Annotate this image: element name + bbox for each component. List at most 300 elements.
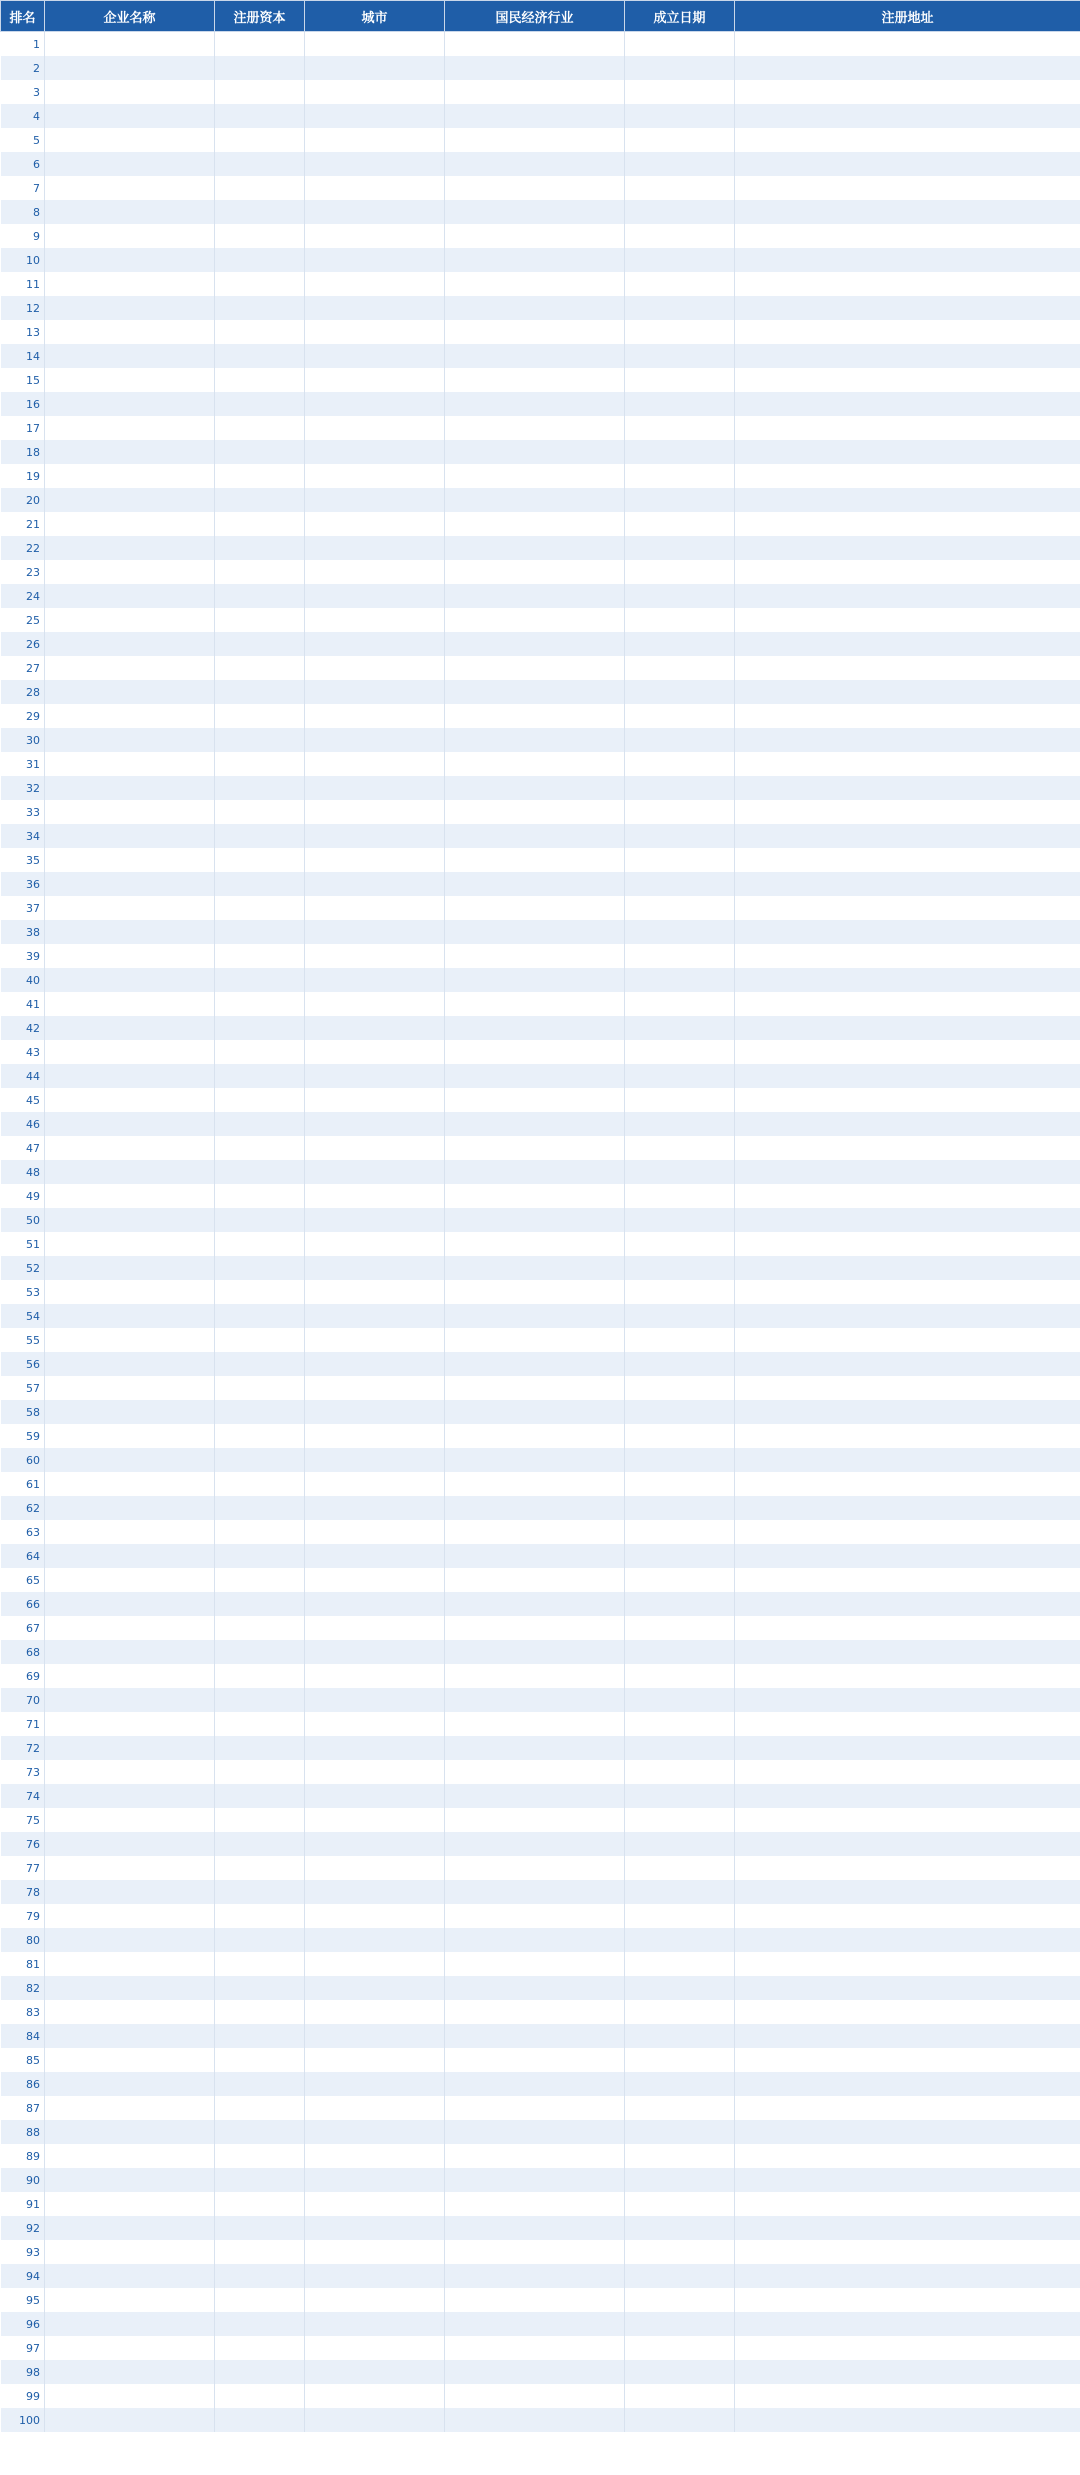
cell-industry [445,104,625,128]
cell-rank: 18 [1,440,45,464]
table-row [1,440,1080,464]
table-row [1,2216,1080,2240]
cell-registered-capital [215,1304,305,1328]
cell-registered-capital [215,1976,305,2000]
cell-founded-date [625,344,735,368]
cell-company-name [45,512,215,536]
cell-company-name [45,1808,215,1832]
cell-rank: 76 [1,1832,45,1856]
cell-industry [445,176,625,200]
cell-company-name [45,1520,215,1544]
cell-company-name [45,2312,215,2336]
table-row [1,1400,1080,1424]
cell-registered-address [735,368,1080,392]
cell-company-name [45,1376,215,1400]
cell-registered-address [735,32,1080,57]
cell-rank: 55 [1,1328,45,1352]
cell-industry [445,1304,625,1328]
cell-company-name [45,1136,215,1160]
cell-registered-address [735,224,1080,248]
cell-company-name [45,944,215,968]
cell-company-name [45,1040,215,1064]
cell-city [305,56,445,80]
cell-rank: 27 [1,656,45,680]
cell-rank: 19 [1,464,45,488]
cell-industry [445,1976,625,2000]
cell-founded-date [625,992,735,1016]
cell-industry [445,1400,625,1424]
cell-founded-date [625,1328,735,1352]
cell-founded-date [625,824,735,848]
cell-city [305,1376,445,1400]
cell-registered-address [735,1256,1080,1280]
cell-founded-date [625,440,735,464]
cell-industry [445,680,625,704]
cell-city [305,1976,445,2000]
cell-founded-date [625,560,735,584]
table-row [1,1352,1080,1376]
cell-founded-date [625,1160,735,1184]
cell-registered-address [735,1280,1080,1304]
cell-founded-date [625,584,735,608]
cell-registered-capital [215,2000,305,2024]
cell-registered-address [735,416,1080,440]
cell-registered-capital [215,416,305,440]
table-body [1,32,1080,2433]
cell-founded-date [625,1640,735,1664]
cell-registered-address [735,1208,1080,1232]
cell-registered-capital [215,488,305,512]
table-row [1,920,1080,944]
cell-industry [445,1952,625,1976]
cell-registered-address [735,1376,1080,1400]
cell-city [305,920,445,944]
cell-city [305,128,445,152]
table-row [1,512,1080,536]
cell-founded-date [625,368,735,392]
cell-industry [445,1328,625,1352]
cell-company-name [45,1304,215,1328]
cell-industry [445,2408,625,2432]
cell-registered-capital [215,1448,305,1472]
cell-registered-capital [215,1520,305,1544]
cell-company-name [45,992,215,1016]
cell-registered-capital [215,1808,305,1832]
cell-industry [445,608,625,632]
cell-industry [445,1640,625,1664]
table-row [1,1184,1080,1208]
cell-registered-capital [215,632,305,656]
cell-company-name [45,680,215,704]
cell-industry [445,344,625,368]
table-row [1,1592,1080,1616]
cell-city [305,872,445,896]
cell-industry [445,536,625,560]
cell-registered-capital [215,1664,305,1688]
table-row [1,680,1080,704]
cell-founded-date [625,2024,735,2048]
cell-registered-address [735,2072,1080,2096]
cell-registered-capital [215,608,305,632]
cell-registered-address [735,1640,1080,1664]
cell-registered-capital [215,2144,305,2168]
cell-founded-date [625,2168,735,2192]
table-row [1,824,1080,848]
cell-registered-address [735,1976,1080,2000]
cell-registered-capital [215,1400,305,1424]
cell-founded-date [625,1424,735,1448]
cell-registered-capital [215,2408,305,2432]
cell-founded-date [625,968,735,992]
cell-registered-capital [215,1688,305,1712]
cell-registered-address [735,80,1080,104]
cell-rank: 42 [1,1016,45,1040]
cell-city [305,2144,445,2168]
cell-registered-address [735,128,1080,152]
cell-city [305,536,445,560]
table-row [1,1904,1080,1928]
cell-city [305,1040,445,1064]
cell-city [305,248,445,272]
table-row [1,1808,1080,1832]
cell-rank: 71 [1,1712,45,1736]
cell-city [305,1472,445,1496]
cell-industry [445,32,625,57]
cell-company-name [45,1664,215,1688]
cell-registered-address [735,1880,1080,1904]
cell-city [305,1184,445,1208]
cell-registered-capital [215,152,305,176]
cell-registered-capital [215,1184,305,1208]
cell-founded-date [625,944,735,968]
cell-company-name [45,392,215,416]
cell-industry [445,656,625,680]
cell-registered-capital [215,704,305,728]
cell-city [305,512,445,536]
table-row [1,1880,1080,1904]
table-row [1,1616,1080,1640]
cell-registered-address [735,2024,1080,2048]
cell-city [305,1064,445,1088]
cell-city [305,320,445,344]
cell-registered-capital [215,2168,305,2192]
cell-city [305,2288,445,2312]
cell-city [305,1592,445,1616]
cell-registered-capital [215,1088,305,1112]
table-row [1,632,1080,656]
cell-registered-capital [215,1136,305,1160]
table-row [1,128,1080,152]
cell-rank: 62 [1,1496,45,1520]
cell-company-name [45,2216,215,2240]
cell-founded-date [625,272,735,296]
cell-company-name [45,1496,215,1520]
table-row [1,2408,1080,2432]
cell-founded-date [625,1544,735,1568]
cell-industry [445,1424,625,1448]
cell-rank: 45 [1,1088,45,1112]
cell-industry [445,2216,625,2240]
table-row [1,1832,1080,1856]
cell-city [305,728,445,752]
cell-rank: 70 [1,1688,45,1712]
table-row [1,752,1080,776]
cell-registered-address [735,2264,1080,2288]
cell-industry [445,1520,625,1544]
cell-company-name [45,1640,215,1664]
cell-rank: 74 [1,1784,45,1808]
cell-registered-address [735,512,1080,536]
cell-registered-address [735,1808,1080,1832]
cell-rank: 82 [1,1976,45,2000]
cell-rank: 61 [1,1472,45,1496]
cell-industry [445,2312,625,2336]
cell-industry [445,896,625,920]
cell-company-name [45,1952,215,1976]
table-row [1,1376,1080,1400]
cell-registered-capital [215,2240,305,2264]
cell-company-name [45,1400,215,1424]
cell-registered-capital [215,1064,305,1088]
cell-registered-capital [215,1712,305,1736]
cell-founded-date [625,1904,735,1928]
cell-rank: 41 [1,992,45,1016]
table-row [1,1208,1080,1232]
cell-industry [445,992,625,1016]
cell-registered-capital [215,80,305,104]
cell-industry [445,1472,625,1496]
cell-industry [445,944,625,968]
cell-company-name [45,536,215,560]
cell-rank: 12 [1,296,45,320]
table-row [1,2024,1080,2048]
cell-founded-date [625,896,735,920]
cell-industry [445,320,625,344]
cell-registered-capital [215,344,305,368]
cell-city [305,992,445,1016]
cell-founded-date [625,920,735,944]
cell-founded-date [625,1976,735,2000]
cell-industry [445,488,625,512]
cell-registered-capital [215,1040,305,1064]
cell-industry [445,1256,625,1280]
cell-city [305,272,445,296]
cell-city [305,1952,445,1976]
cell-company-name [45,1328,215,1352]
cell-registered-capital [215,2336,305,2360]
cell-rank: 78 [1,1880,45,1904]
cell-rank: 57 [1,1376,45,1400]
table-row [1,728,1080,752]
cell-registered-capital [215,1928,305,1952]
cell-founded-date [625,2072,735,2096]
cell-registered-capital [215,656,305,680]
cell-registered-capital [215,320,305,344]
cell-city [305,104,445,128]
cell-registered-capital [215,464,305,488]
cell-founded-date [625,2312,735,2336]
table-row [1,1136,1080,1160]
table-row [1,968,1080,992]
cell-company-name [45,704,215,728]
table-row [1,296,1080,320]
cell-registered-capital [215,1784,305,1808]
cell-company-name [45,80,215,104]
cell-rank: 68 [1,1640,45,1664]
cell-registered-capital [215,2024,305,2048]
cell-city [305,200,445,224]
cell-registered-capital [215,1592,305,1616]
cell-industry [445,632,625,656]
cell-founded-date [625,872,735,896]
cell-founded-date [625,1472,735,1496]
cell-registered-capital [215,1280,305,1304]
cell-founded-date [625,1616,735,1640]
cell-founded-date [625,1952,735,1976]
cell-rank: 96 [1,2312,45,2336]
cell-registered-address [735,2000,1080,2024]
cell-registered-address [735,656,1080,680]
cell-registered-address [735,1832,1080,1856]
cell-registered-capital [215,1760,305,1784]
header-founded-date: 成立日期 [625,1,735,32]
header-company-name: 企业名称 [45,1,215,32]
cell-industry [445,80,625,104]
cell-registered-capital [215,200,305,224]
cell-industry [445,728,625,752]
cell-company-name [45,368,215,392]
table-row [1,776,1080,800]
cell-founded-date [625,800,735,824]
cell-founded-date [625,1688,735,1712]
cell-city [305,1664,445,1688]
table-row [1,1976,1080,2000]
cell-city [305,1832,445,1856]
cell-registered-capital [215,1856,305,1880]
cell-registered-address [735,1016,1080,1040]
cell-registered-address [735,2096,1080,2120]
cell-registered-address [735,248,1080,272]
cell-rank: 47 [1,1136,45,1160]
cell-rank: 93 [1,2240,45,2264]
cell-founded-date [625,1376,735,1400]
cell-industry [445,2144,625,2168]
cell-industry [445,2192,625,2216]
cell-rank: 44 [1,1064,45,1088]
cell-company-name [45,1016,215,1040]
table-row [1,80,1080,104]
cell-founded-date [625,1736,735,1760]
cell-registered-address [735,1520,1080,1544]
cell-founded-date [625,776,735,800]
cell-city [305,560,445,584]
cell-registered-address [735,1784,1080,1808]
cell-registered-address [735,440,1080,464]
cell-city [305,1208,445,1232]
cell-city [305,1328,445,1352]
cell-company-name [45,1736,215,1760]
cell-company-name [45,1424,215,1448]
cell-registered-address [735,2240,1080,2264]
table-row [1,1640,1080,1664]
cell-rank: 35 [1,848,45,872]
cell-city [305,1400,445,1424]
cell-registered-capital [215,368,305,392]
cell-industry [445,968,625,992]
cell-founded-date [625,1496,735,1520]
cell-registered-address [735,2216,1080,2240]
cell-city [305,1616,445,1640]
cell-company-name [45,1568,215,1592]
cell-company-name [45,176,215,200]
cell-registered-capital [215,1328,305,1352]
cell-rank: 58 [1,1400,45,1424]
table-row [1,1568,1080,1592]
cell-rank: 80 [1,1928,45,1952]
table-row [1,2000,1080,2024]
cell-registered-address [735,728,1080,752]
cell-company-name [45,464,215,488]
header-city: 城市 [305,1,445,32]
cell-rank: 75 [1,1808,45,1832]
cell-registered-address [735,2192,1080,2216]
cell-founded-date [625,1856,735,1880]
table-row [1,1472,1080,1496]
cell-industry [445,1616,625,1640]
cell-industry [445,824,625,848]
cell-city [305,368,445,392]
cell-registered-address [735,1496,1080,1520]
cell-city [305,1424,445,1448]
table-row [1,608,1080,632]
cell-city [305,2000,445,2024]
cell-founded-date [625,1520,735,1544]
cell-rank: 38 [1,920,45,944]
cell-industry [445,2168,625,2192]
cell-city [305,2120,445,2144]
cell-rank: 52 [1,1256,45,1280]
cell-rank: 13 [1,320,45,344]
table-row [1,656,1080,680]
cell-registered-address [735,1352,1080,1376]
cell-industry [445,1544,625,1568]
cell-rank: 49 [1,1184,45,1208]
cell-founded-date [625,296,735,320]
cell-registered-address [735,608,1080,632]
cell-company-name [45,656,215,680]
cell-company-name [45,248,215,272]
table-row [1,1544,1080,1568]
table-row [1,944,1080,968]
cell-registered-address [735,2288,1080,2312]
cell-registered-capital [215,824,305,848]
cell-founded-date [625,2264,735,2288]
cell-city [305,1352,445,1376]
cell-city [305,2024,445,2048]
cell-registered-address [735,1184,1080,1208]
cell-city [305,1280,445,1304]
cell-rank: 98 [1,2360,45,2384]
cell-registered-capital [215,1904,305,1928]
cell-registered-capital [215,2192,305,2216]
cell-company-name [45,1184,215,1208]
cell-rank: 32 [1,776,45,800]
table-row [1,536,1080,560]
cell-founded-date [625,152,735,176]
table-row [1,1928,1080,1952]
cell-rank: 67 [1,1616,45,1640]
cell-founded-date [625,704,735,728]
